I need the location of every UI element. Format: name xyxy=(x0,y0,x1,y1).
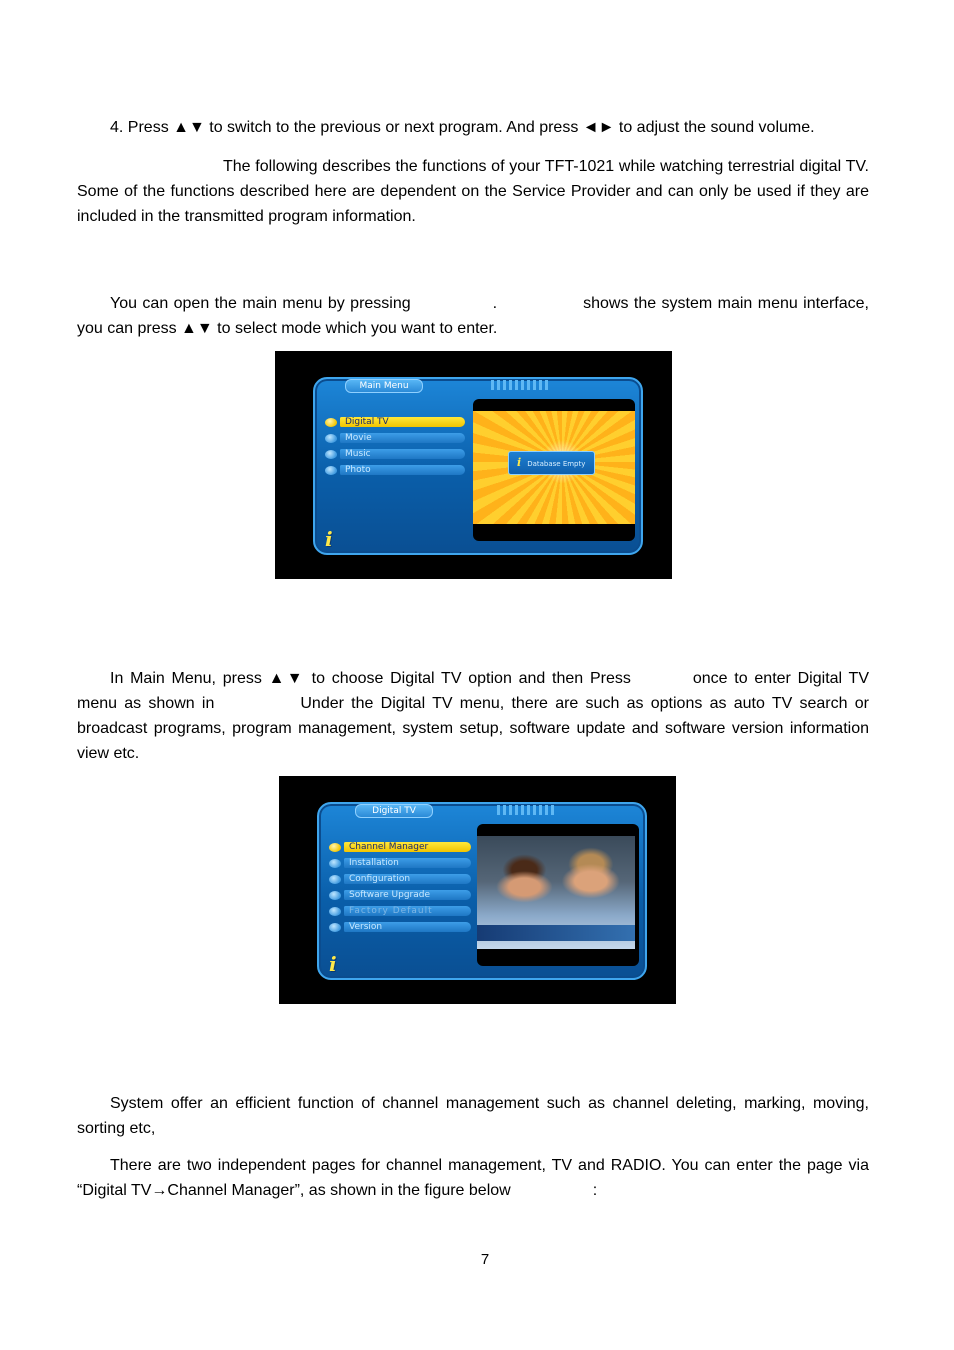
menu-item-installation[interactable]: Installation xyxy=(344,858,471,868)
main-menu-screenshot xyxy=(275,351,672,579)
database-empty-popup xyxy=(508,451,595,475)
menu-bullet-icon xyxy=(329,891,341,900)
digital-tv-screenshot xyxy=(279,776,676,1004)
menu-item-photo[interactable]: Photo xyxy=(340,465,465,475)
database-empty-text: Database Empty xyxy=(527,460,586,468)
step-4-text: 4. Press ▲▼ to switch to the previous or next program. And press ◄► to adjust the sound volume. xyxy=(110,119,815,136)
menu-item-channel-manager[interactable]: Channel Manager xyxy=(344,842,471,852)
menu-item-factory-default[interactable]: Factory Default xyxy=(344,906,471,916)
main-menu-text-a: You can open the main menu by pressing xyxy=(110,295,411,312)
channel-pages-text-a: There are two independent pages for channel management, TV and RADIO. You can enter the page via “Digital TV→Channel Manager”, as shown in the figure below xyxy=(77,1157,869,1199)
tv-preview-image xyxy=(477,836,635,949)
menu-bullet-icon xyxy=(325,450,337,459)
info-icon: i xyxy=(517,456,522,469)
menu-bullet-icon xyxy=(325,418,337,427)
preview-pane xyxy=(473,399,635,541)
menu-item-configuration[interactable]: Configuration xyxy=(344,874,471,884)
menu-bullet-icon xyxy=(329,907,341,916)
menu-item-software-upgrade[interactable]: Software Upgrade xyxy=(344,890,471,900)
digital-tv-text-c: Under the Digital TV menu, there are such as options as auto TV search or broadcast programs, program management, system setup, software update and software version information view etc. xyxy=(77,695,869,762)
menu-item-music[interactable]: Music xyxy=(340,449,465,459)
page-number: 7 xyxy=(480,1251,490,1268)
channel-pages-text-b: : xyxy=(592,1182,598,1199)
menu-item-digital-tv[interactable]: Digital TV xyxy=(340,417,465,427)
main-menu-text-c: shows the system main menu interface, you can press ▲▼ to select mode which you want to enter. xyxy=(77,295,869,337)
menu-title-tab: Main Menu xyxy=(345,379,423,393)
channel-pages-paragraph xyxy=(77,1153,869,1203)
info-icon: i xyxy=(325,527,333,551)
intro-paragraph: The following describes the functions of your TFT-1021 while watching terrestrial digital TV. Some of the functions described here are dependent on the Service Provider and can only be used if they are included in the transmitted program information. xyxy=(77,158,869,225)
frame-ticks xyxy=(491,380,551,390)
menu-title-tab: Digital TV xyxy=(355,804,433,818)
digital-tv-text-a: In Main Menu, press ▲▼ to choose Digital TV option and then Press xyxy=(110,670,631,687)
channel-management-paragraph: System offer an efficient function of channel management such as channel deleting, marking, moving, sorting etc, xyxy=(77,1095,869,1137)
menu-item-movie[interactable]: Movie xyxy=(340,433,465,443)
menu-bullet-icon xyxy=(325,466,337,475)
frame-ticks xyxy=(497,805,557,815)
info-icon: i xyxy=(329,952,337,976)
digital-tv-paragraph xyxy=(77,666,869,766)
menu-bullet-icon xyxy=(325,434,337,443)
menu-item-version[interactable]: Version xyxy=(344,922,471,932)
main-menu-paragraph xyxy=(77,291,869,341)
menu-bullet-icon xyxy=(329,843,341,852)
main-menu-text-b: . xyxy=(492,295,498,312)
menu-bullet-icon xyxy=(329,859,341,868)
digital-tv-text-b: once to enter Digital TV menu as shown in xyxy=(77,670,870,712)
preview-pane xyxy=(477,824,639,966)
broadcast-caption-bar xyxy=(477,925,635,941)
menu-bullet-icon xyxy=(329,875,341,884)
menu-bullet-icon xyxy=(329,923,341,932)
